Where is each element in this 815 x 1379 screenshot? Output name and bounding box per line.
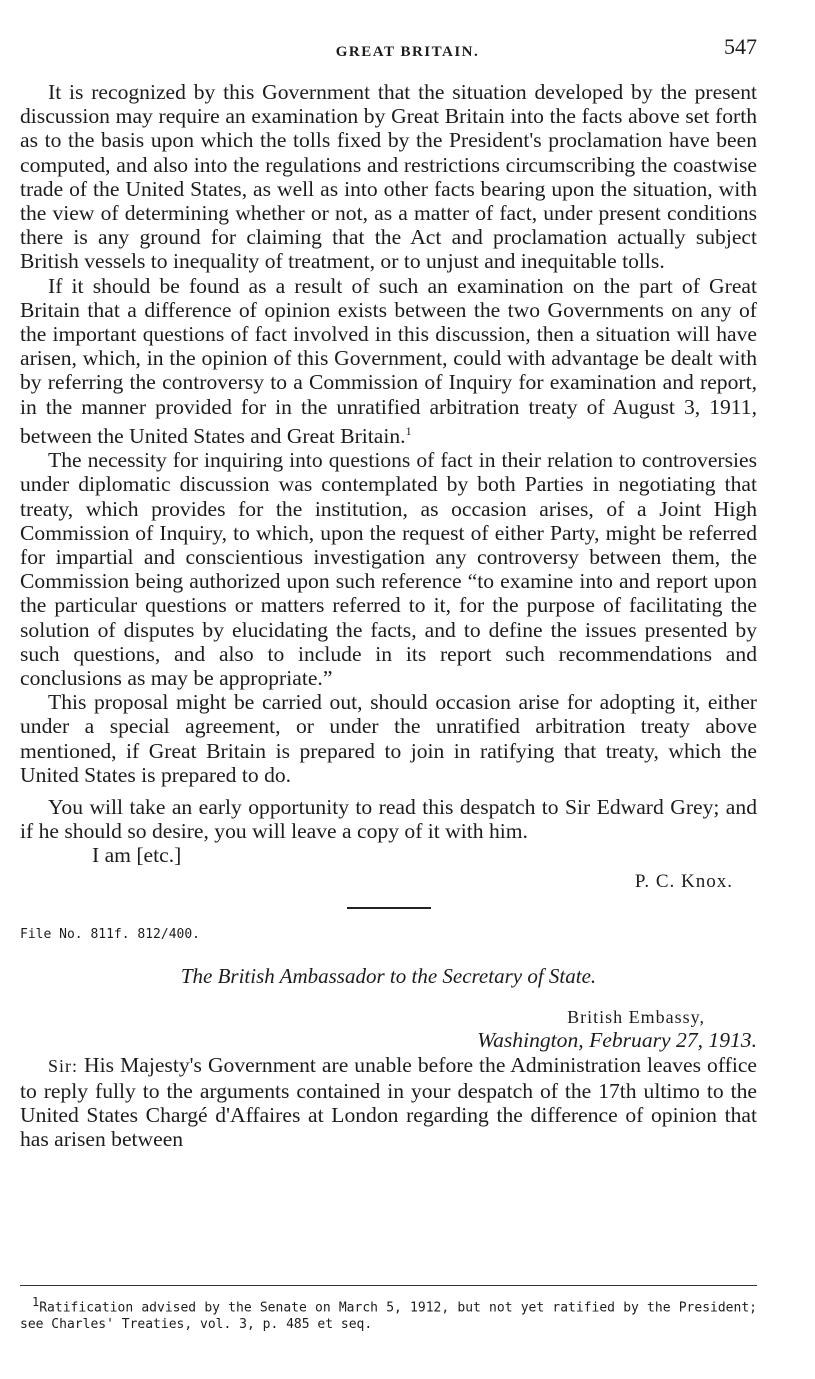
- paragraph-2-text: If it should be found as a result of such an examination on the part of Great Britain that a difference of opinion exists between the two Governments on any of the important questions of fact involved in this discussion, then a situation will have arisen, which, in the opinion of this Government, could with advantage be dealt with by referring the controversy to a Commission of Inquiry for examination and report, in the manner provided for in the unratified arbitration treaty of August 3, 1911, between the United States and Great Britain.: [20, 273, 757, 449]
- footnote-reference: 1: [405, 423, 412, 438]
- paragraph-5: You will take an early opportunity to read this despatch to Sir Edward Grey; and if he should so desire, you will leave a copy of it with him.: [20, 795, 757, 844]
- paragraph-3: The necessity for inquiring into questions of fact in their relation to controversies under diplomatic discussion was contemplated by both Parties in negotiating that treaty, which provides for the institution, as occasion arises, of a Joint High Commission of Inquiry, to which, upon the request of either Party, might be referred for impartial and conscientious investigation any controversy between them, the Commission being authorized upon such reference “to examine into and report upon the particular questions or matters referred to it, for the purpose of facilitating the solution of disputes by elucidating the facts, and to define the issues presented by such questions, and also to include in its report such recommendations and conclusions as may be appropriate.”: [20, 448, 757, 691]
- running-head: [0, 34, 815, 68]
- place-date: Washington, February 27, 1913.: [477, 1028, 757, 1053]
- footnote-text: Ratification advised by the Senate on March 5, 1912, but not yet ratified by the President; see Charles' Treaties, vol. 3, p. 485 et seq.: [20, 1300, 757, 1333]
- signature: P. C. Knox.: [634, 871, 733, 893]
- letter-paragraph: [20, 1053, 757, 1151]
- paragraph-1: It is recognized by this Government that the situation developed by the present discussion may require an examination by Great Britain into the facts above set forth as to the basis upon which the tolls fixed by the President's proclamation have been computed, and also into the regulations and restrictions circumscribing the coastwise trade of the United States, as well as into other facts bearing upon the situation, with the view of determining whether or not, as a matter of fact, under present conditions there is any ground for claiming that the Act and proclamation actually subject British vessels to inequality of treatment, or to unjust and inequitable tolls.: [20, 80, 757, 274]
- paragraph-4: This proposal might be carried out, should occasion arise for adopting it, either under a special agreement, or under the unratified arbitration treaty above mentioned, if Great Britain is prepared to join in ratifying that treaty, which the United States is prepared to do.: [20, 690, 757, 787]
- section-divider: [347, 907, 431, 909]
- salutation: Sir:: [48, 1056, 79, 1077]
- footnote-rule: [20, 1285, 757, 1286]
- file-number: File No. 811f. 812/400.: [20, 927, 201, 943]
- closing: I am [etc.]: [92, 843, 182, 868]
- paragraph-2: [20, 274, 757, 449]
- sender: British Embassy,: [567, 1007, 705, 1028]
- footnote: [20, 1294, 757, 1333]
- footnote-area: [20, 1285, 757, 1333]
- footnote-marker: 1: [32, 1295, 40, 1309]
- page-number: 547: [724, 34, 757, 59]
- document-heading: The British Ambassador to the Secretary of State.: [180, 964, 597, 989]
- running-title: GREAT BRITAIN.: [335, 44, 480, 60]
- letter-text: His Majesty's Government are unable before the Administration leaves office to reply fully to the arguments contained in your despatch of the 17th ultimo to the United States Chargé d'Affaires at London regarding the difference of opinion that has arisen between: [20, 1053, 757, 1152]
- body-text: [20, 80, 757, 1151]
